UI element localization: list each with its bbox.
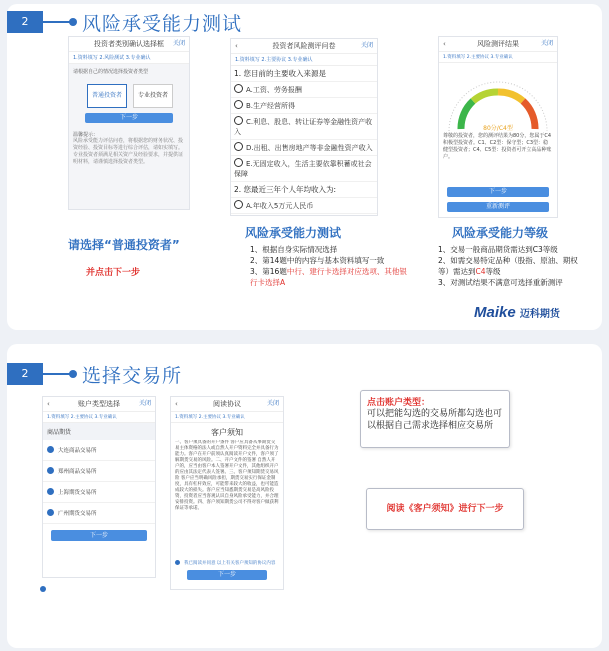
- answer-option[interactable]: [231, 156, 377, 182]
- radio-icon: [234, 116, 243, 125]
- step-connector-line: [43, 21, 71, 23]
- checked-icon: [175, 560, 180, 565]
- maike-logo: Maike 迈科期货: [474, 304, 560, 321]
- back-icon[interactable]: ‹: [443, 40, 446, 48]
- option-label: D.出租、出售房地产等非金融性资产收入: [246, 144, 373, 152]
- phone-risk-result: [438, 36, 558, 218]
- progress-steps: 1.资料填写 2.主要协议 3.专业确认: [231, 54, 377, 66]
- level-c4: C4: [475, 267, 486, 276]
- checked-icon: [47, 509, 54, 516]
- next-button[interactable]: 下一步: [85, 113, 173, 123]
- section-title: 选择交易所: [82, 365, 183, 387]
- instruction-item: 1、交易一般商品期货需达到C3等级: [438, 245, 558, 254]
- phone-title: 投资者类别确认选择框: [94, 40, 164, 48]
- answer-option[interactable]: [231, 98, 377, 114]
- phone-read-agreement: [170, 396, 284, 590]
- note-title: 温馨提示：: [73, 132, 99, 138]
- close-link[interactable]: 关闭: [540, 40, 553, 47]
- answer-option[interactable]: [231, 114, 377, 140]
- note-text: 风险承受能力评估问卷，将根据您的财务状况、投资经验、投资目标等进行综合评估，请如实填写。专业投资者须满足相关资产及经验要求，并提供证明材料，请谨慎选择投资者类型。: [73, 138, 184, 165]
- instruction-item: 3、对测试结果不满意可选择重新测评: [438, 278, 563, 287]
- progress-steps: 1.资料填写 2.主要协议 3.专业确认: [171, 412, 283, 423]
- radio-icon: [234, 158, 243, 167]
- answer-option[interactable]: [231, 82, 377, 98]
- exchange-option[interactable]: 大连商品交易所: [43, 440, 155, 461]
- phone-header: [43, 397, 155, 412]
- exchange-option[interactable]: 郑州商品交易所: [43, 461, 155, 482]
- next-button[interactable]: 下一步: [447, 187, 549, 197]
- option-label: A.工资、劳务报酬: [246, 86, 302, 94]
- checked-icon: [47, 467, 54, 474]
- phone-title: 投资者风险测评问卷: [272, 42, 336, 50]
- phone-header: [231, 39, 377, 54]
- close-link[interactable]: 关闭: [172, 40, 185, 47]
- question-1: 1. 您目前的主要收入来源是: [231, 66, 377, 82]
- next-button[interactable]: 下一步: [187, 570, 267, 580]
- back-icon[interactable]: ‹: [175, 400, 178, 408]
- next-button[interactable]: 下一步: [51, 530, 147, 541]
- progress-steps: 1.资料填写 2.主要协议 3.专业确认: [439, 52, 557, 63]
- agreement-heading: 客户须知: [211, 428, 243, 437]
- gauge-label: 80分/C4型: [483, 125, 513, 132]
- close-link[interactable]: 关闭: [138, 400, 151, 407]
- page-indicator-dot: [40, 586, 46, 592]
- checked-icon: [47, 488, 54, 495]
- instruction-item: 2、第14题中的内容与基本资料填写一致: [250, 256, 385, 265]
- risk-test-instructions: [250, 244, 410, 288]
- radio-icon: [234, 100, 243, 109]
- prompt-text: 请根据自己的情况选择投资者类型: [73, 69, 149, 75]
- agreement-body[interactable]: 一、客户须具备的开户条件 客户应具备从事期货交易主体资格的法人或自然人开户资料完全并具备行为能力。客户在开户前须认真阅读开户文件，客户须了解期货交易的风险。二、开户文件的签署 自然人开户的，应当由客户本人签署开户文件，其他组织开户的应由其法定代表人签署。三、客户须知期货交易风险 客户应当明确风险承担，期货交易实行保证金制度，具有杠杆效应，可能带来较大的收益，也可能造成较大的损失。客户应当知悉期货交易是高风险投资，投资者应当客观认识自身风险承受能力，并合理安排投资。四、客户须知期货公司不得对客户做获利保证等承诺。: [175, 440, 279, 511]
- back-icon[interactable]: ‹: [235, 42, 238, 50]
- caption-select-normal: 请选择“普通投资者”: [68, 238, 180, 252]
- back-icon[interactable]: ‹: [47, 400, 50, 408]
- tip-title: 点击账户类型：: [367, 398, 431, 408]
- phone-title: 账户类型选择: [78, 400, 120, 408]
- radio-icon: [234, 200, 243, 209]
- agree-checkbox[interactable]: 我已阅读并同意 以上有关客户须知的协议内容: [171, 558, 283, 568]
- caption-risk-test: 风险承受能力测试: [245, 226, 342, 240]
- exchange-option[interactable]: 上海期货交易所: [43, 482, 155, 503]
- read-notice-tip-box: [366, 488, 524, 530]
- caption-click-next: 并点击下一步: [86, 268, 141, 278]
- normal-investor-option[interactable]: 普通投资者: [87, 84, 127, 108]
- account-type-tip-box: [360, 390, 510, 448]
- option-label: B.生产经营所得: [246, 102, 296, 110]
- answer-option[interactable]: [231, 140, 377, 156]
- phone-header: [439, 37, 557, 52]
- progress-steps: 1.资料填写 2.风险测试 3.专业确认: [69, 52, 189, 64]
- phone-header: [171, 397, 283, 412]
- progress-steps: 1.资料填写 2.主要协议 3.专业确认: [43, 412, 155, 423]
- step-number-badge: 2: [7, 11, 43, 33]
- option-label: A.年收入5万元人民币: [246, 202, 314, 210]
- answer-option[interactable]: [231, 198, 377, 214]
- phone-investor-type: [68, 36, 190, 210]
- option-label: E.无固定收入，生活主要依靠积蓄或社会保障: [234, 160, 372, 178]
- tip-body: 可以把能勾选的交易所都勾选也可以根据自己需求选择相应交易所: [367, 409, 503, 431]
- professional-investor-option[interactable]: 专业投资者: [133, 84, 173, 108]
- question-2: 2. 您最近三年个人年均收入为:: [231, 182, 377, 198]
- exchange-option[interactable]: 广州期货交易所: [43, 503, 155, 524]
- retest-button[interactable]: 重新测评: [447, 202, 549, 212]
- instruction-item: 1、根据自身实际情况选择: [250, 245, 338, 254]
- phone-account-type: [42, 396, 156, 578]
- result-text: 尊敬的投资者，您的测评结果为80分，您属于C4积极型投资者。C1、C2型：保守型；C3型：稳健型投资者；C4、C5型：投资者可开立高品种账户。: [443, 133, 552, 160]
- step-dot: [69, 18, 77, 26]
- instruction-item: 3、第16题中行、建行卡选择对应选项、其他银行卡选择A: [250, 267, 407, 287]
- phone-title: 风险测评结果: [477, 40, 519, 48]
- risk-level-instructions: [438, 244, 586, 288]
- instruction-item: 2、如需交易特定品种（股指、原油、期权等）需达到C4等级: [438, 256, 578, 276]
- close-link[interactable]: 关闭: [360, 42, 373, 49]
- step-connector-line: [43, 373, 71, 375]
- bank-card-note: 中行、建行卡选择对应选项、其他银行卡选择A: [250, 267, 407, 287]
- phone-header: [69, 37, 189, 52]
- caption-risk-level: 风险承受能力等级: [452, 226, 549, 240]
- checked-icon: [47, 446, 54, 453]
- radio-icon: [234, 84, 243, 93]
- section-title: 风险承受能力测试: [82, 13, 243, 35]
- phone-risk-questionnaire: [230, 38, 378, 216]
- close-link[interactable]: 关闭: [266, 400, 279, 407]
- group-label: 商品期货: [43, 423, 155, 440]
- option-label: C.利息、股息、转让证券等金融性资产收入: [234, 118, 373, 136]
- step-dot: [69, 370, 77, 378]
- phone-title: 阅读协议: [213, 400, 241, 408]
- tip-text: 阅读《客户须知》进行下一步: [386, 504, 504, 514]
- step-number-badge: 2: [7, 363, 43, 385]
- radio-icon: [234, 142, 243, 151]
